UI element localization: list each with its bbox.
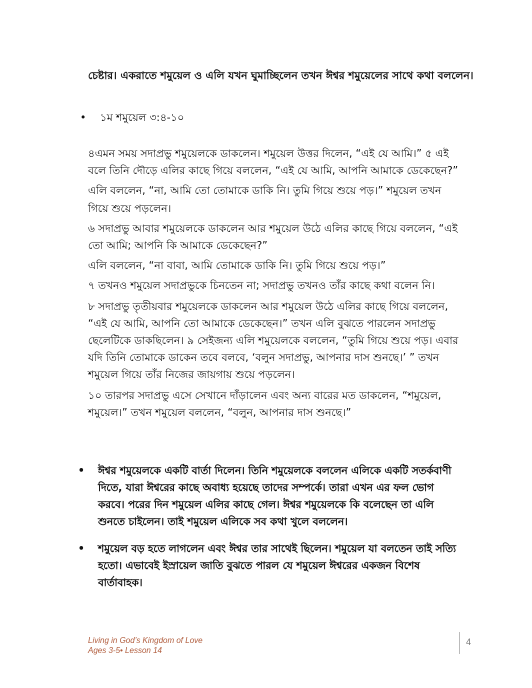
bullet-icon: • [78, 543, 85, 555]
footer-subtitle: Ages 3-5• Lesson 14 [88, 646, 162, 655]
verse-paragraph: এলি বললেন, “না, আমি তো তোমাকে ডাকি নি। তুমি গিয়ে শুয়ে পড়।” শমুয়েল তখন গিয়ে শুয়ে পড়লেন। [88, 185, 442, 215]
reference-text: ১ম শমুয়েল ৩:৪-১০ [100, 112, 185, 124]
scripture-reference [80, 110, 184, 126]
verse-paragraph: ৬ সদাপ্রভু আবার শমুয়েলকে ডাকলেন আর শমুয়েল উঠে এলির কাছে গিয়ে বললেন, “এই তো আমি; আপনি কি আমাকে ডেকেছেন?” [88, 222, 458, 253]
footer-title: Living in God’s Kingdom of Love [88, 636, 203, 645]
verse-paragraph: এলি বললেন, “না বাবা, আমি তোমাকে ডাকি নি। তুমি গিয়ে শুয়ে পড়।” [88, 260, 386, 273]
list-item [78, 541, 463, 592]
footer [88, 636, 203, 656]
bullet-icon: • [80, 112, 87, 124]
page-number: 4 [466, 637, 472, 647]
verse-paragraph: ৭ তখনও শমুয়েল সদাপ্রভুকে চিনতেন না; সদাপ্রভু তখনও তাঁর কাছে কথা বলেন নি। [88, 280, 435, 293]
lead-paragraph: চেষ্টার। একরাতে শমুয়েল ও এলি যখন ঘুমাচ্ছিলেন তখন ঈশ্বর শমুয়েলের সাথে কথা বললেন। [88, 70, 474, 82]
list-item-text: শমুয়েল বড় হতে লাগলেন এবং ঈশ্বর তার সাথেই ছিলেন। শমুয়েল যা বলতেন তাই সত্যি হতো। এভাবেই ইস্রায়েল জাতি বুঝতে পারল যে শমুয়েল ঈশ্বরের একজন বিশেষ বার্তাবাহক। [98, 543, 456, 589]
lesson-points-list [78, 463, 463, 602]
list-item [78, 463, 463, 531]
verse-paragraph: ১০ তারপর সদাপ্রভু এসে সেখানে দাঁড়ালেন এবং অন্য বারের মত ডাকলেন, “শমুয়েল, শমুয়েল।” তখন শমুয়েল বললেন, “বলুন, আপনার দাস শুনছে।” [88, 389, 442, 419]
list-item-text: ঈশ্বর শমুয়েলকে একটি বার্তা দিলেন। তিনি শমুয়েলকে বললেন এলিকে একটি সতর্কবাণী দিতে, যারা ঈশ্বরের কাছে অবাধ্য হয়েছে তাদের সম্পর্কে। তারা এখন এর ফল ভোগ করবে। পরের দিন শমুয়েল এলির কাছে গেল। ঈশ্বর শমুয়েলকে কি বলেছেন তা এলি শুনতে চাইলেন। তাই শমুয়েল এলিকে সব কথা খুলে বললেন। [98, 465, 452, 528]
footer-divider [459, 632, 460, 654]
verse-paragraph: ৮ সদাপ্রভু তৃতীয়বার শমুয়েলকে ডাকলেন আর শমুয়েল উঠে এলির কাছে গিয়ে বললেন, “এই যে আমি, আপনি তো আমাকে ডেকেছেন।” তখন এলি বুঝতে পারলেন সদাপ্রভু ছেলেটিকে ডাকছিলেন। ৯ সেইজন্য এলি শমুয়েলকে বললেন, “তুমি গিয়ে শুয়ে পড়। এবার যদি তিনি তোমাকে ডাকেন তবে বলবে, ‘বলুন সদাপ্রভু, আপনার দাস শুনছে।’ ” তখন শমুয়েল গিয়ে তাঁর নিজের জায়গায় শুয়ে পড়লেন। [88, 300, 459, 382]
bullet-icon: • [78, 465, 85, 477]
scripture-passage [88, 146, 460, 422]
verse-paragraph: ৪এমন সময় সদাপ্রভু শমুয়েলকে ডাকলেন। শমুয়েল উত্তর দিলেন, “এই যে আমি।” ৫ এই বলে তিনি দৌড়ে এলির কাছে গিয়ে বললেন, “এই যে আমি, আপনি আমাকে ডেকেছেন?” [88, 148, 459, 178]
